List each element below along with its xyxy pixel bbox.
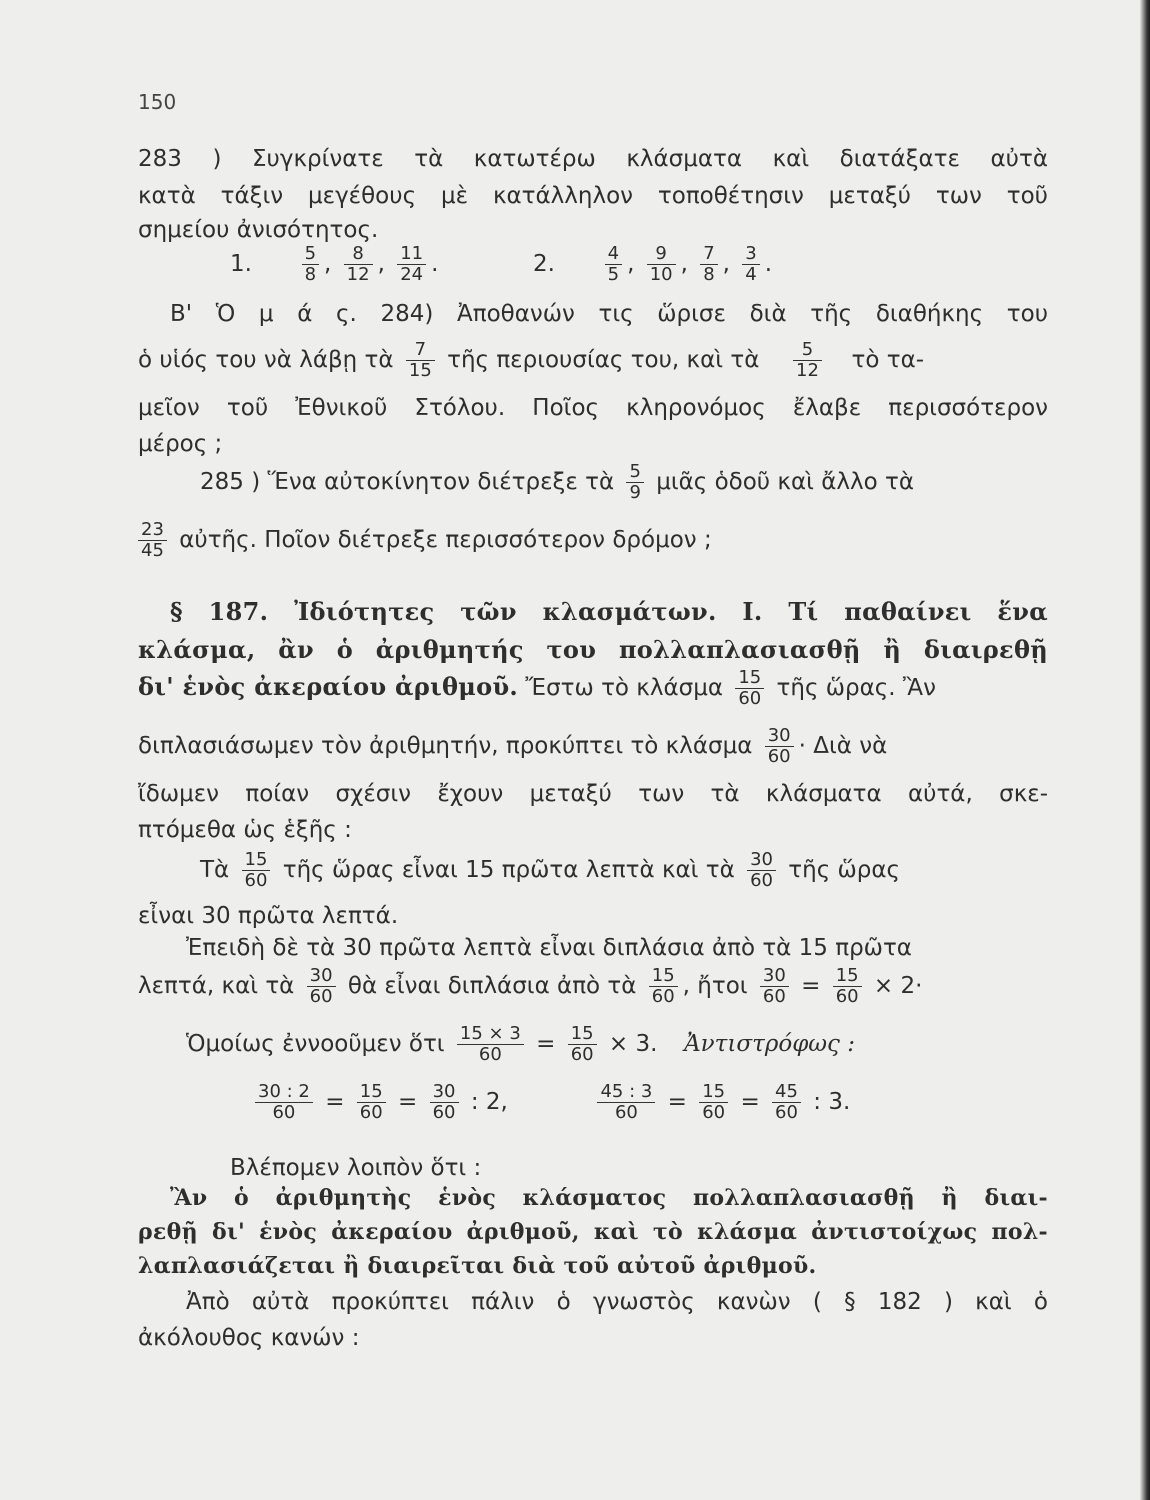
- fraction: $\frac{15}{60}$: [833, 966, 862, 1007]
- set2-label: 2.: [533, 251, 555, 277]
- paragraph4-equations: $\frac{30 : 2}{60}$ = $\frac{15}{60}$ = $\frac{30}{60}$ : 2, $\frac{45 : 3}{60}$ = $\frac{15}{60}$ = $\frac{45}{60}$ : 3.: [250, 1082, 1030, 1123]
- ex284-line2: ὁ υἱός του νὰ λάβῃ τὰ $\frac{7}{15}$ τῆς περιουσίας του, καὶ τὰ $\frac{5}{12}$ τὸ τα-: [138, 339, 925, 381]
- section-heading-line1: § 187. Ἰδιότητες τῶν κλασμάτων. Ι. Τί παθαίνει ἕνα: [170, 597, 1048, 626]
- paragraph6-line2: ἀκόλουθος κανών :: [138, 1325, 360, 1351]
- paragraph1-line1: διπλασιάσωμεν τὸν ἀριθμητήν, προκύπτει τὸ κλάσμα $\frac{30}{60}$ · Διὰ νὰ: [138, 725, 888, 767]
- fraction: $\frac{15}{60}$: [699, 1082, 728, 1123]
- ex284-line3: μεῖον τοῦ Ἐθνικοῦ Στόλου. Ποῖος κληρονόμος ἔλαβε περισσότερον: [138, 395, 1048, 421]
- fraction: $\frac{30}{60}$: [430, 1082, 459, 1123]
- fraction: $\frac{5}{9}$: [626, 462, 643, 503]
- paragraph3-line2: λεπτά, καὶ τὰ $\frac{30}{60}$ θὰ εἶναι διπλάσια ἀπὸ τὰ $\frac{15}{60}$ , ἤτοι $\frac{30}{60}$ = $\frac{15}{60}$ × 2·: [138, 965, 923, 1007]
- section-heading-line2: κλάσμα, ἂν ὁ ἀριθμητής του πολλαπλασιασθῇ ἢ διαιρεθῇ: [138, 635, 1048, 664]
- fraction: $\frac{5}{8}$: [302, 244, 319, 285]
- fraction: $\frac{8}{12}$: [344, 244, 373, 285]
- ex283-line2: κατὰ τάξιν μεγέθους μὲ κατάλληλον τοποθέτησιν μεταξύ των τοῦ: [138, 183, 1048, 209]
- fraction: $\frac{4}{5}$: [605, 244, 622, 285]
- fraction: $\frac{7}{8}$: [700, 244, 717, 285]
- ex283-line3: σημείου ἀνισότητος.: [138, 217, 379, 243]
- ex285-line1: 285 ) Ἕνα αὐτοκίνητον διέτρεξε τὰ $\frac{5}{9}$ μιᾶς ὁδοῦ καὶ ἄλλο τὰ: [200, 461, 915, 503]
- paragraph3-line1: Ἐπειδὴ δὲ τὰ 30 πρῶτα λεπτὰ εἶναι διπλάσια ἀπὸ τὰ 15 πρῶτα: [186, 935, 912, 961]
- fraction: $\frac{15}{60}$: [568, 1024, 597, 1065]
- rule-line3: λαπλασιάζεται ἢ διαιρεῖται διὰ τοῦ αὐτοῦ ἀριθμοῦ.: [138, 1253, 817, 1279]
- paragraph1-line2: ἴδωμεν ποίαν σχέσιν ἔχουν μεταξύ των τὰ κλάσματα αὐτά, σκε-: [138, 781, 1048, 807]
- fraction: $\frac{5}{12}$: [793, 340, 822, 381]
- fraction: $\frac{30}{60}$: [760, 966, 789, 1007]
- paragraph6-line1: Ἀπὸ αὐτὰ προκύπτει πάλιν ὁ γνωστὸς κανὼν ( § 182 ) καὶ ὁ: [186, 1289, 1048, 1315]
- rule-line2: ρεθῇ δι' ἑνὸς ἀκεραίου ἀριθμοῦ, καὶ τὸ κλάσμα ἀντιστοίχως πολ-: [138, 1219, 1048, 1245]
- fraction: $\frac{15}{60}$: [242, 850, 271, 891]
- fraction: $\frac{11}{24}$: [397, 244, 426, 285]
- set1-label: 1.: [230, 251, 252, 277]
- fraction: $\frac{30 : 2}{60}$: [255, 1082, 313, 1123]
- page-edge-shadow: [1140, 0, 1150, 1500]
- fraction: $\frac{15}{60}$: [357, 1082, 386, 1123]
- fraction: $\frac{15}{60}$: [735, 668, 764, 709]
- fraction: $\frac{9}{10}$: [647, 244, 676, 285]
- ex285-line2: $\frac{23}{45}$ αὐτῆς. Ποῖον διέτρεξε περισσότερον δρόμον ;: [138, 520, 1048, 561]
- fraction: $\frac{15 \times 3}{60}$: [457, 1024, 524, 1065]
- fraction: $\frac{30}{60}$: [765, 726, 794, 767]
- fraction: $\frac{3}{4}$: [742, 244, 759, 285]
- section-heading-line3: δι' ἑνὸς ἀκεραίου ἀριθμοῦ. Ἔστω τὸ κλάσμα $\frac{15}{60}$ τῆς ὥρας. Ἂν: [138, 667, 936, 709]
- fraction: $\frac{30}{60}$: [307, 966, 336, 1007]
- fraction: $\frac{45 : 3}{60}$: [597, 1082, 655, 1123]
- group-label: Β' Ὁ μ ά ς.: [170, 301, 357, 327]
- paragraph5: Βλέπομεν λοιπὸν ὅτι :: [230, 1155, 482, 1181]
- paragraph2-line2: εἶναι 30 πρῶτα λεπτά.: [138, 903, 399, 929]
- paragraph1-line3: πτόμεθα ὡς ἑξῆς :: [138, 817, 352, 843]
- ex283-line1: 283 ) Συγκρίνατε τὰ κατωτέρω κλάσματα καὶ διατάξατε αὐτὰ: [138, 146, 1048, 172]
- fraction: $\frac{15}{60}$: [649, 966, 678, 1007]
- rule-line1: Ἂν ὁ ἀριθμητὴς ἑνὸς κλάσματος πολλαπλασιασθῇ ἢ διαι-: [170, 1185, 1048, 1211]
- ex284-line1: Β' Ὁ μ ά ς. 284) Ἀποθανών τις ὥρισε διὰ τῆς διαθήκης του: [170, 301, 1048, 327]
- fraction: $\frac{45}{60}$: [772, 1082, 801, 1123]
- paragraph4-line1: Ὁμοίως ἐννοοῦμεν ὅτι $\frac{15 \times 3}{60}$ = $\frac{15}{60}$ × 3. Ἀντιστρόφως :: [186, 1023, 855, 1065]
- ex283-fraction-sets: 1. $\frac{5}{8}$ , $\frac{8}{12}$ , $\frac{11}{24}$ . 2. $\frac{4}{5}$ , $\frac{9}{10}$ , $\frac{7}{8}$ , $\frac{3}{4}$ .: [230, 243, 773, 285]
- page-number: 150: [138, 90, 177, 114]
- fraction: $\frac{30}{60}$: [747, 850, 776, 891]
- fraction: $\frac{23}{45}$: [138, 520, 167, 561]
- ex284-line4: μέρος ;: [138, 431, 223, 457]
- paragraph2-line1: Τὰ $\frac{15}{60}$ τῆς ὥρας εἶναι 15 πρῶτα λεπτὰ καὶ τὰ $\frac{30}{60}$ τῆς ὥρας: [200, 849, 901, 891]
- fraction: $\frac{7}{15}$: [406, 340, 435, 381]
